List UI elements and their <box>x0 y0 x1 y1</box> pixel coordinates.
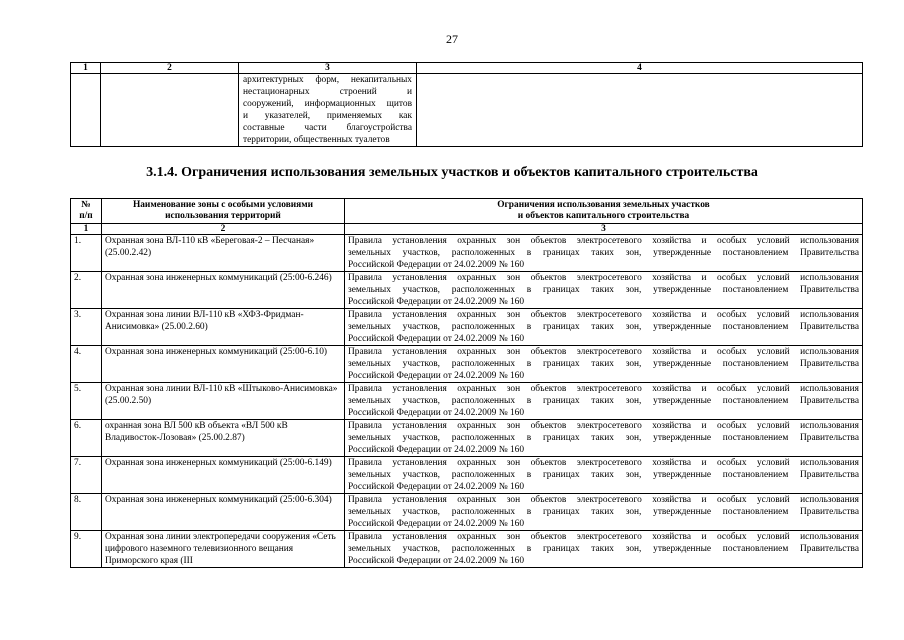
restrictions-table <box>70 198 863 568</box>
table-row <box>71 346 863 383</box>
zone-name: Охранная зона линии ВЛ-110 кВ «Штыково-Анисимовка» (25.00.2.50) <box>102 383 345 420</box>
header-num <box>71 199 102 224</box>
table-row <box>71 457 863 494</box>
table-row <box>71 420 863 457</box>
restriction-line: Российской Федерации от 24.02.2009 № 160 <box>348 371 525 381</box>
continuation-line: составные части благоустройства <box>243 123 412 133</box>
index-cell: 1 <box>71 224 102 235</box>
restriction-line: земельных участков, расположенных в границах таких зон, утвержденные постановлением Правительства <box>348 544 859 554</box>
row-number: 4. <box>71 346 102 383</box>
row-number: 8. <box>71 494 102 531</box>
restriction-text <box>345 494 863 531</box>
header-num-line: п/п <box>79 211 93 221</box>
zone-name: Охранная зона инженерных коммуникаций (25:00-6.246) <box>102 272 345 309</box>
zone-name: Охранная зона инженерных коммуникаций (25:00-6.149) <box>102 457 345 494</box>
restriction-line: Российской Федерации от 24.02.2009 № 160 <box>348 519 525 529</box>
row-number: 7. <box>71 457 102 494</box>
restriction-line: Правила установления охранных зон объектов электросетевого хозяйства и особых условий использования <box>348 310 859 320</box>
restriction-line: земельных участков, расположенных в границах таких зон, утвержденные постановлением Правительства <box>348 507 859 517</box>
header-zone <box>102 199 345 224</box>
restriction-line: Правила установления охранных зон объектов электросетевого хозяйства и особых условий использования <box>348 421 859 431</box>
continuation-line: и указателей, применяемых как <box>243 111 412 121</box>
section-title: 3.1.4. Ограничения использования земельных участков и объектов капитального строительства <box>146 165 758 180</box>
continuation-line: территории, общественных туалетов <box>243 135 390 145</box>
restriction-text <box>345 531 863 568</box>
restriction-line: Российской Федерации от 24.02.2009 № 160 <box>348 334 525 344</box>
row-number: 5. <box>71 383 102 420</box>
row-number: 6. <box>71 420 102 457</box>
restriction-text <box>345 420 863 457</box>
restriction-text <box>345 235 863 272</box>
restriction-text <box>345 457 863 494</box>
zone-name: Охранная зона инженерных коммуникаций (25:00-6.304) <box>102 494 345 531</box>
restriction-line: Российской Федерации от 24.02.2009 № 160 <box>348 482 525 492</box>
table-row <box>71 383 863 420</box>
restriction-text <box>345 272 863 309</box>
restriction-line: Российской Федерации от 24.02.2009 № 160 <box>348 260 525 270</box>
zone-name: Охранная зона инженерных коммуникаций (25:00-6.10) <box>102 346 345 383</box>
restriction-line: земельных участков, расположенных в границах таких зон, утвержденные постановлением Правительства <box>348 433 859 443</box>
table-row <box>71 494 863 531</box>
restriction-line: Правила установления охранных зон объектов электросетевого хозяйства и особых условий использования <box>348 236 859 246</box>
header-zone-line: Наименование зоны с особыми условиями <box>132 200 314 210</box>
continuation-cell-3 <box>239 74 417 147</box>
restriction-line: Правила установления охранных зон объектов электросетевого хозяйства и особых условий использования <box>348 347 859 357</box>
restriction-line: земельных участков, расположенных в границах таких зон, утвержденные постановлением Правительства <box>348 285 859 295</box>
page-number: 27 <box>446 32 458 46</box>
restriction-line: Правила установления охранных зон объектов электросетевого хозяйства и особых условий использования <box>348 273 859 283</box>
col-header-1: 1 <box>71 63 101 74</box>
table-row <box>71 309 863 346</box>
row-number: 1. <box>71 235 102 272</box>
continuation-cell-4 <box>417 74 863 147</box>
continuation-line: архитектурных форм, некапитальных <box>243 75 412 85</box>
restriction-line: Российской Федерации от 24.02.2009 № 160 <box>348 445 525 455</box>
continuation-header-row <box>71 63 863 74</box>
restriction-line: Российской Федерации от 24.02.2009 № 160 <box>348 297 525 307</box>
restriction-line: Российской Федерации от 24.02.2009 № 160 <box>348 408 525 418</box>
restriction-text <box>345 383 863 420</box>
restriction-line: Правила установления охранных зон объектов электросетевого хозяйства и особых условий использования <box>348 495 859 505</box>
continuation-line: нестационарных строений и <box>243 87 412 97</box>
header-zone-line: использования территорий <box>165 211 281 221</box>
table-header-row <box>71 199 863 224</box>
zone-name: Охранная зона линии ВЛ-110 кВ «ХФЗ-Фридман-Анисимовка» (25.00.2.60) <box>102 309 345 346</box>
index-row <box>71 224 863 235</box>
restriction-line: Правила установления охранных зон объектов электросетевого хозяйства и особых условий использования <box>348 384 859 394</box>
index-cell: 2 <box>102 224 345 235</box>
restriction-line: земельных участков, расположенных в границах таких зон, утвержденные постановлением Правительства <box>348 359 859 369</box>
restriction-line: Российской Федерации от 24.02.2009 № 160 <box>348 556 525 566</box>
restriction-line: земельных участков, расположенных в границах таких зон, утвержденные постановлением Правительства <box>348 396 859 406</box>
header-restrictions-line: и объектов капитального строительства <box>517 211 690 221</box>
continuation-cell-2 <box>101 74 239 147</box>
restriction-line: земельных участков, расположенных в границах таких зон, утвержденные постановлением Правительства <box>348 248 859 258</box>
continuation-table <box>70 62 863 147</box>
header-restrictions-line: Ограничения использования земельных участков <box>497 200 710 210</box>
zone-name: Охранная зона линии электропередачи сооружения «Сеть цифрового наземного телевизионного вещания Приморского края (III <box>102 531 345 568</box>
table-row <box>71 531 863 568</box>
col-header-4: 4 <box>417 63 863 74</box>
index-cell: 3 <box>345 224 863 235</box>
row-number: 3. <box>71 309 102 346</box>
col-header-3: 3 <box>239 63 417 74</box>
restriction-line: Правила установления охранных зон объектов электросетевого хозяйства и особых условий использования <box>348 458 859 468</box>
restriction-line: земельных участков, расположенных в границах таких зон, утвержденные постановлением Правительства <box>348 470 859 480</box>
table-row <box>71 235 863 272</box>
zone-name: Охранная зона ВЛ-110 кВ «Береговая-2 – Песчаная» (25.00.2.42) <box>102 235 345 272</box>
restriction-text <box>345 309 863 346</box>
row-number: 9. <box>71 531 102 568</box>
row-number: 2. <box>71 272 102 309</box>
table-row <box>71 272 863 309</box>
restriction-line: земельных участков, расположенных в границах таких зон, утвержденные постановлением Правительства <box>348 322 859 332</box>
continuation-row <box>71 74 863 147</box>
header-restrictions <box>345 199 863 224</box>
restriction-line: Правила установления охранных зон объектов электросетевого хозяйства и особых условий использования <box>348 532 859 542</box>
continuation-cell-1 <box>71 74 101 147</box>
table-body <box>71 235 863 568</box>
header-num-line: № <box>81 200 91 210</box>
col-header-2: 2 <box>101 63 239 74</box>
restriction-text <box>345 346 863 383</box>
zone-name: охранная зона ВЛ 500 кВ объекта «ВЛ 500 кВ Владивосток-Лозовая» (25.00.2.87) <box>102 420 345 457</box>
continuation-line: сооружений, информационных щитов <box>243 99 412 109</box>
